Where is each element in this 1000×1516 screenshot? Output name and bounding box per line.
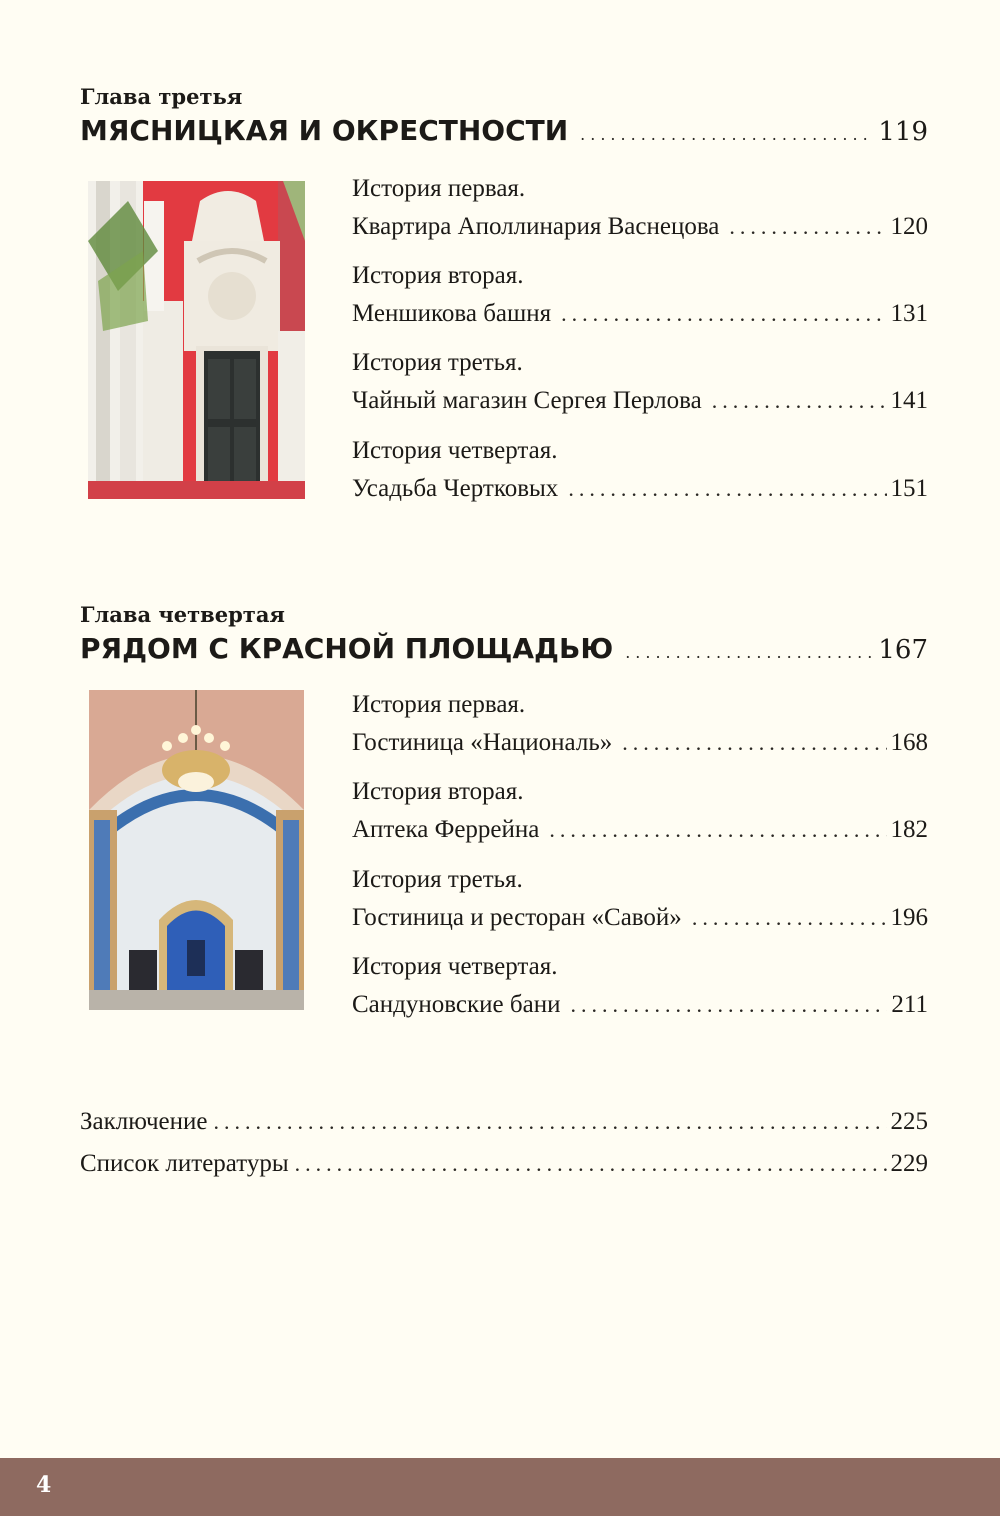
- leader-dots: [625, 643, 874, 662]
- chapter-4-photo: [89, 690, 304, 1010]
- leader-dots: [561, 295, 886, 333]
- chapter-4-label: Глава четвертая: [80, 602, 285, 627]
- chapter-3-label: Глава третья: [80, 84, 243, 109]
- leader-dots: [712, 382, 887, 420]
- story-page: 211: [891, 991, 928, 1018]
- leader-dots: [622, 724, 886, 762]
- chapter-3-story-2[interactable]: [352, 257, 928, 333]
- chapter-3-photo: [88, 181, 305, 499]
- story-title: Меншикова башня: [352, 300, 552, 327]
- chapter-3-story-4[interactable]: [352, 432, 928, 508]
- chapter-4-story-3[interactable]: [352, 861, 928, 937]
- story-label: История четвертая.: [352, 437, 558, 464]
- leader-dots: [729, 208, 886, 246]
- story-label: История первая.: [352, 175, 526, 202]
- story-title: Сандуновские бани: [352, 991, 561, 1018]
- leader-dots: [295, 1151, 887, 1177]
- story-title: Усадьба Чертковых: [352, 475, 559, 502]
- chapter-3-heading[interactable]: [80, 114, 928, 147]
- story-label: История четвертая.: [352, 953, 558, 980]
- page-number: 4: [36, 1472, 52, 1498]
- chapter-3-story-3[interactable]: [352, 344, 928, 420]
- story-title: Гостиница и ресторан «Савой»: [352, 904, 682, 931]
- entry-title: Список литературы: [80, 1150, 289, 1177]
- story-title: Чайный магазин Сергея Перлова: [352, 387, 702, 414]
- chapter-3-story-1[interactable]: [352, 170, 928, 246]
- story-title: Квартира Аполлинария Васнецова: [352, 213, 720, 240]
- entry-page: 229: [890, 1150, 928, 1177]
- chapter-4-story-2[interactable]: [352, 773, 928, 849]
- chapter-4-title: РЯДОМ С КРАСНОЙ ПЛОЩАДЬЮ: [80, 632, 614, 665]
- story-label: История вторая.: [352, 778, 524, 805]
- chapter-4-story-4[interactable]: [352, 948, 928, 1024]
- entry-title: Заключение: [80, 1108, 208, 1135]
- chapter-4-page: 167: [878, 635, 928, 665]
- leader-dots: [214, 1109, 887, 1135]
- chapter-4-story-1[interactable]: [352, 686, 928, 762]
- chapter-4-heading[interactable]: [80, 632, 928, 665]
- story-page: 196: [890, 904, 928, 931]
- story-page: 182: [890, 816, 928, 843]
- entry-page: 225: [890, 1108, 928, 1135]
- leader-dots: [570, 986, 887, 1024]
- story-page: 131: [890, 300, 928, 327]
- chapter-3-page: 119: [878, 117, 928, 147]
- toc-entry-conclusion[interactable]: [80, 1108, 928, 1136]
- red-facade-doorway-image: [88, 181, 305, 499]
- story-label: История вторая.: [352, 262, 524, 289]
- leader-dots: [692, 899, 887, 937]
- story-label: История первая.: [352, 691, 526, 718]
- story-title: Гостиница «Националь»: [352, 729, 613, 756]
- chapter-3-title: МЯСНИЦКАЯ И ОКРЕСТНОСТИ: [80, 114, 569, 147]
- story-title: Аптека Феррейна: [352, 816, 540, 843]
- footer-band: [0, 1458, 1000, 1516]
- story-page: 151: [890, 475, 928, 502]
- story-page: 141: [890, 387, 928, 414]
- toc-entry-bibliography[interactable]: [80, 1150, 928, 1178]
- leader-dots: [549, 811, 886, 849]
- story-label: История третья.: [352, 349, 523, 376]
- leader-dots: [568, 470, 886, 508]
- story-page: 168: [890, 729, 928, 756]
- story-label: История третья.: [352, 866, 523, 893]
- story-page: 120: [890, 213, 928, 240]
- leader-dots: [580, 125, 874, 144]
- ornate-interior-image: [89, 690, 304, 1010]
